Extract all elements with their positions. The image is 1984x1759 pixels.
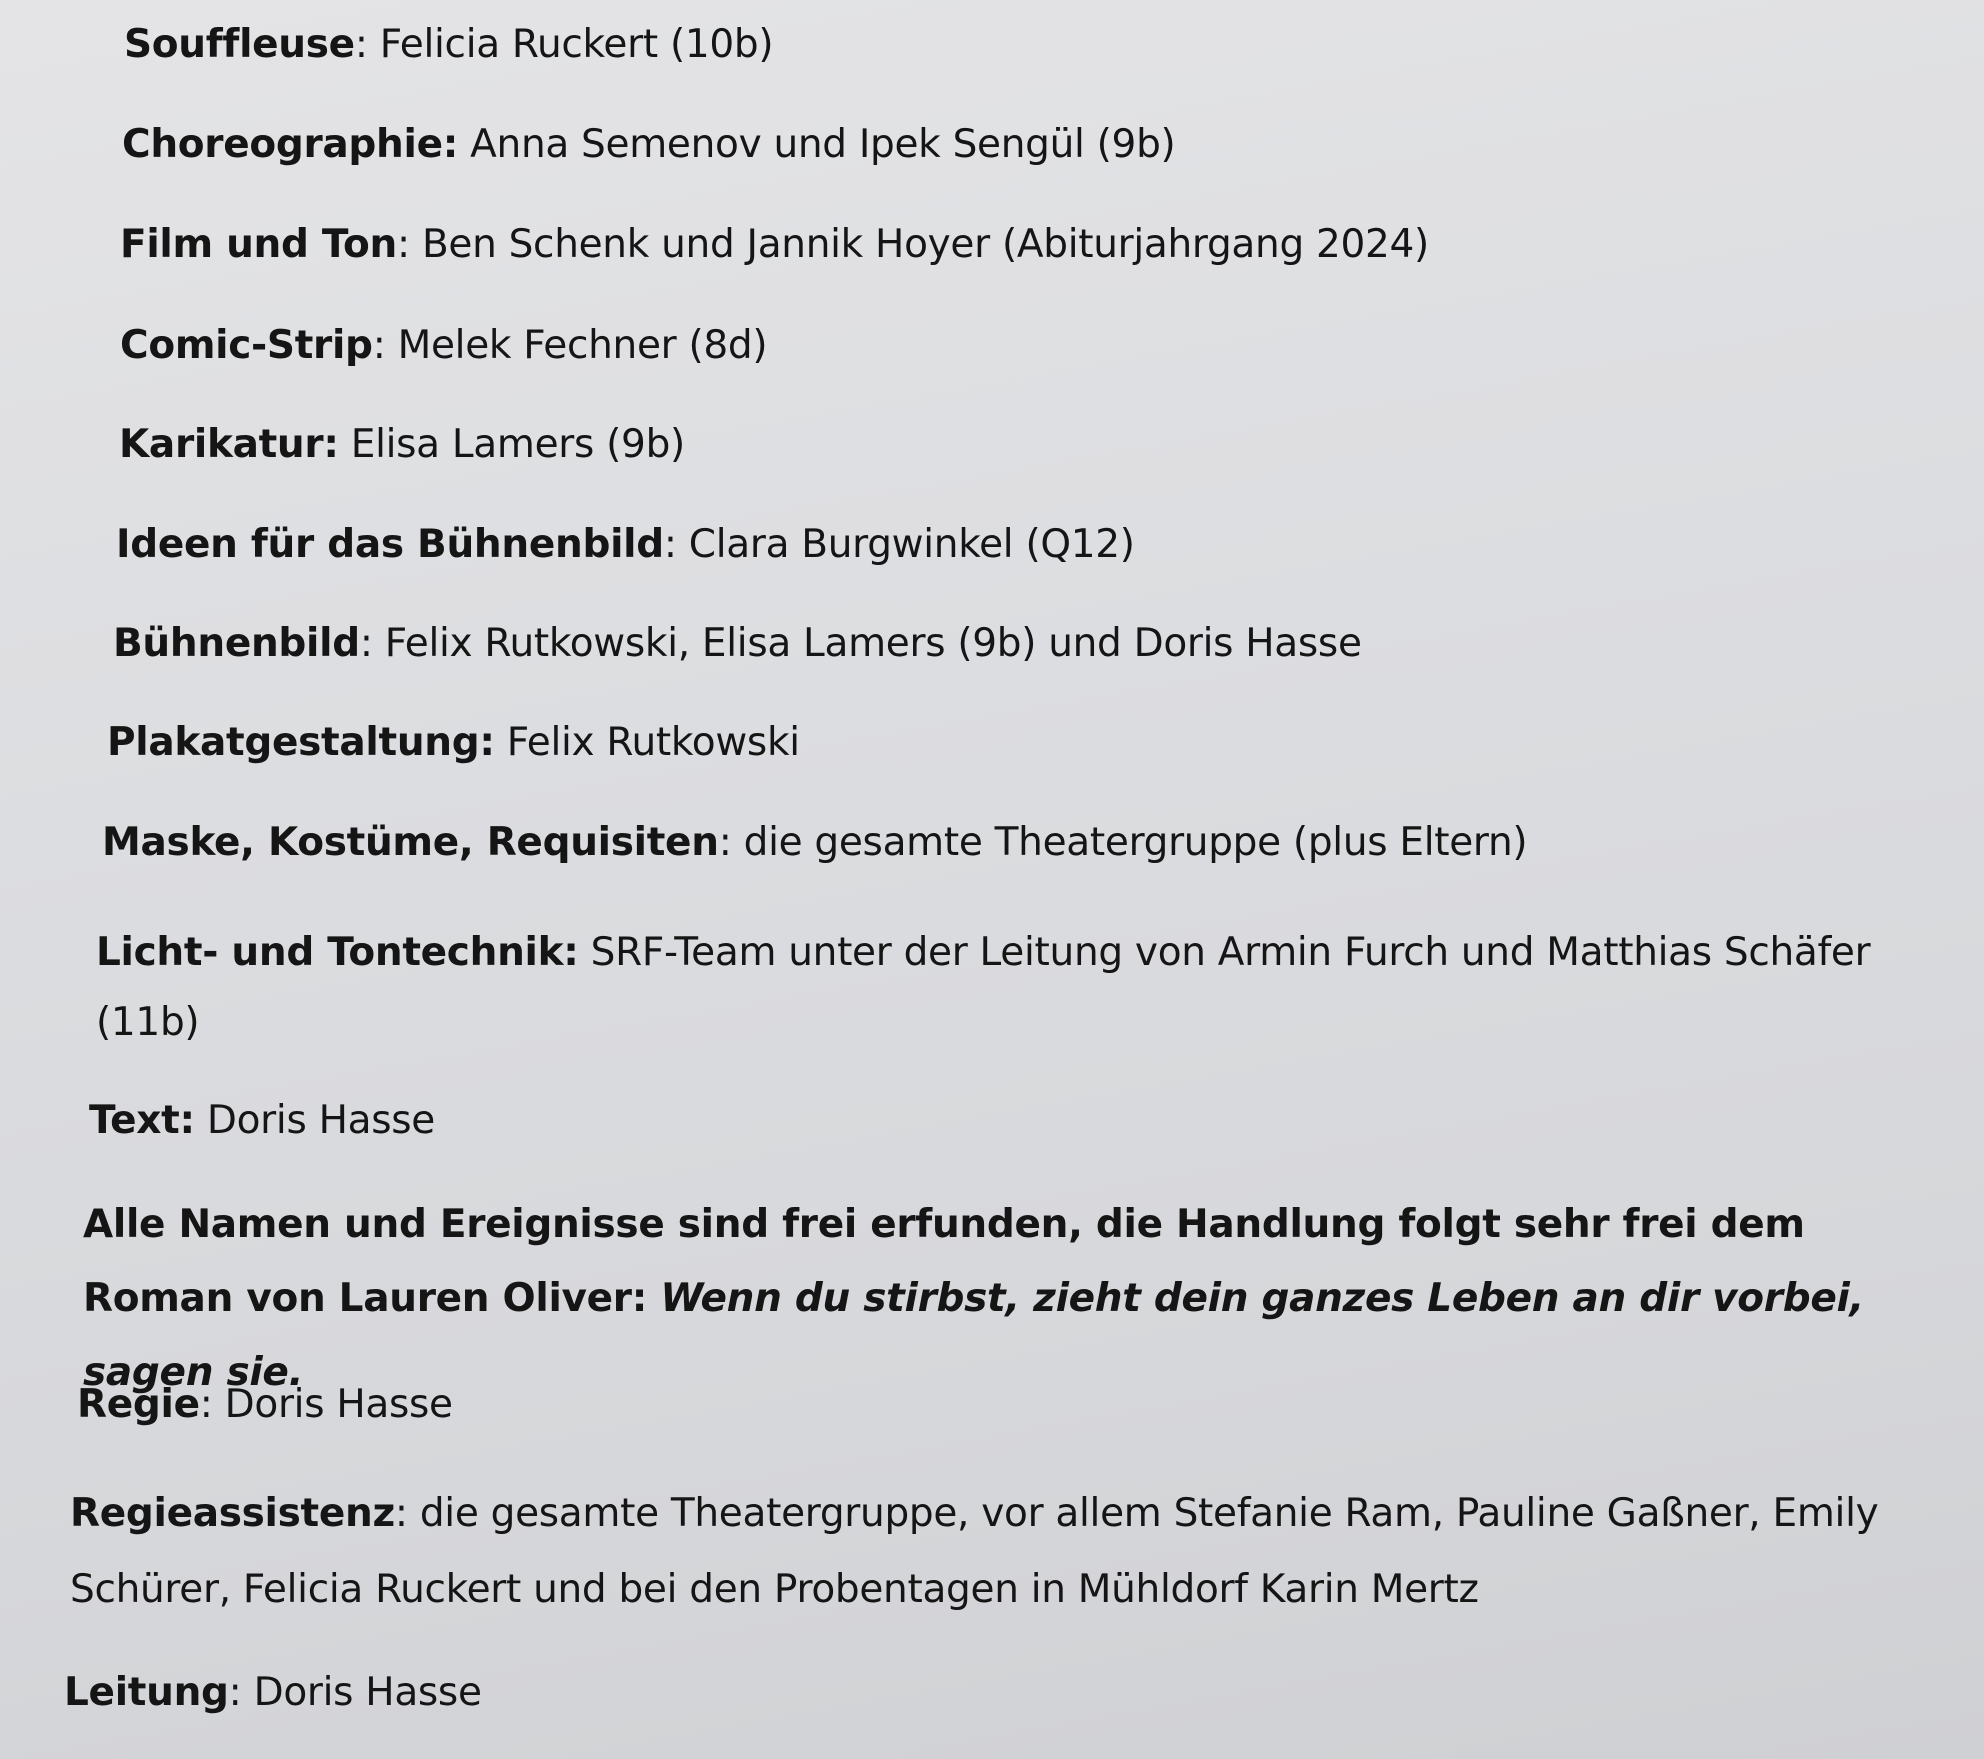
- credit-separator: :: [663, 522, 689, 567]
- credit-souffleuse: [124, 20, 773, 70]
- credit-role: Karikatur:: [119, 422, 339, 467]
- credit-role: Ideen für das Bühnenbild: [116, 522, 664, 567]
- credit-separator: [195, 1098, 207, 1143]
- credit-separator: [458, 122, 470, 167]
- credit-names: Melek Fechner (8d): [397, 323, 768, 368]
- credit-names: Doris Hasse: [206, 1098, 435, 1143]
- credit-names: Felix Rutkowski, Elisa Lamers (9b) und Doris Hasse: [384, 621, 1362, 666]
- credit-role: Leitung: [64, 1670, 229, 1715]
- credit-comic-strip: [120, 321, 767, 371]
- credit-names: Felicia Ruckert (10b): [379, 22, 774, 67]
- credit-separator: [579, 930, 591, 975]
- credit-names: Doris Hasse: [224, 1382, 453, 1427]
- credit-names: SRF-Team unter der Leitung von Armin Furch und Matthias Schäfer (11b): [96, 930, 1871, 1045]
- credit-choreographie: [122, 120, 1175, 170]
- credit-role: Maske, Kostüme, Requisiten: [102, 820, 719, 865]
- credit-role: Regie: [77, 1382, 200, 1427]
- credit-separator: :: [397, 222, 422, 267]
- credit-film-und-ton: [120, 220, 1429, 270]
- credit-licht-tontechnik: [96, 918, 1876, 1058]
- credit-names: Felix Rutkowski: [506, 720, 800, 765]
- credit-names: Clara Burgwinkel (Q12): [688, 522, 1135, 567]
- credit-role: Comic-Strip: [120, 323, 373, 368]
- credit-names: Doris Hasse: [253, 1670, 482, 1715]
- credit-text: [89, 1096, 435, 1146]
- credit-leitung: [64, 1668, 482, 1718]
- credit-role: Text:: [89, 1098, 195, 1143]
- credit-names: Ben Schenk und Jannik Hoyer (Abiturjahrgang 2024): [421, 222, 1429, 267]
- credit-ideen-buehnenbild: [116, 520, 1135, 570]
- disclaimer-text: Alle Namen und Ereignisse sind frei erfunden, die Handlung folgt sehr frei dem Roman von Lauren Oliver:: [83, 1202, 1805, 1321]
- credit-plakatgestaltung: [107, 718, 800, 768]
- credit-role: Souffleuse: [124, 22, 355, 67]
- credit-karikatur: [119, 420, 685, 470]
- credit-separator: :: [199, 1382, 225, 1427]
- credit-names: die gesamte Theatergruppe (plus Eltern): [743, 820, 1528, 865]
- credit-buehnenbild: [113, 619, 1362, 669]
- credit-role: Bühnenbild: [113, 621, 360, 666]
- credit-separator: :: [354, 22, 380, 67]
- credit-role: Film und Ton: [120, 222, 397, 267]
- credit-separator: :: [359, 621, 385, 666]
- credit-separator: [339, 422, 351, 467]
- credit-separator: :: [228, 1670, 254, 1715]
- credit-names: die gesamte Theatergruppe, vor allem Stefanie Ram, Pauline Gaßner, Emily Schürer, Felicia Ruckert und bei den Probentagen in Mühldorf Karin Mertz: [70, 1491, 1879, 1612]
- credit-maske-kostueme: [102, 818, 1527, 868]
- credit-role: Licht- und Tontechnik:: [96, 930, 579, 975]
- credit-regie: [77, 1380, 453, 1430]
- credit-role: Regieassistenz: [70, 1491, 395, 1536]
- disclaimer-note: [83, 1188, 1933, 1410]
- credit-separator: :: [718, 820, 744, 865]
- credit-role: Choreographie:: [122, 122, 459, 167]
- book-title: Wenn du stirbst, zieht dein ganzes Leben an dir vorbei, sagen sie.: [83, 1276, 1865, 1395]
- credit-regieassistenz: [70, 1476, 1900, 1628]
- credit-separator: :: [372, 323, 398, 368]
- credit-separator: :: [394, 1491, 420, 1536]
- credit-role: Plakatgestaltung:: [107, 720, 495, 765]
- credit-names: Elisa Lamers (9b): [350, 422, 685, 467]
- credit-separator: [495, 720, 507, 765]
- credit-names: Anna Semenov und Ipek Sengül (9b): [470, 122, 1176, 167]
